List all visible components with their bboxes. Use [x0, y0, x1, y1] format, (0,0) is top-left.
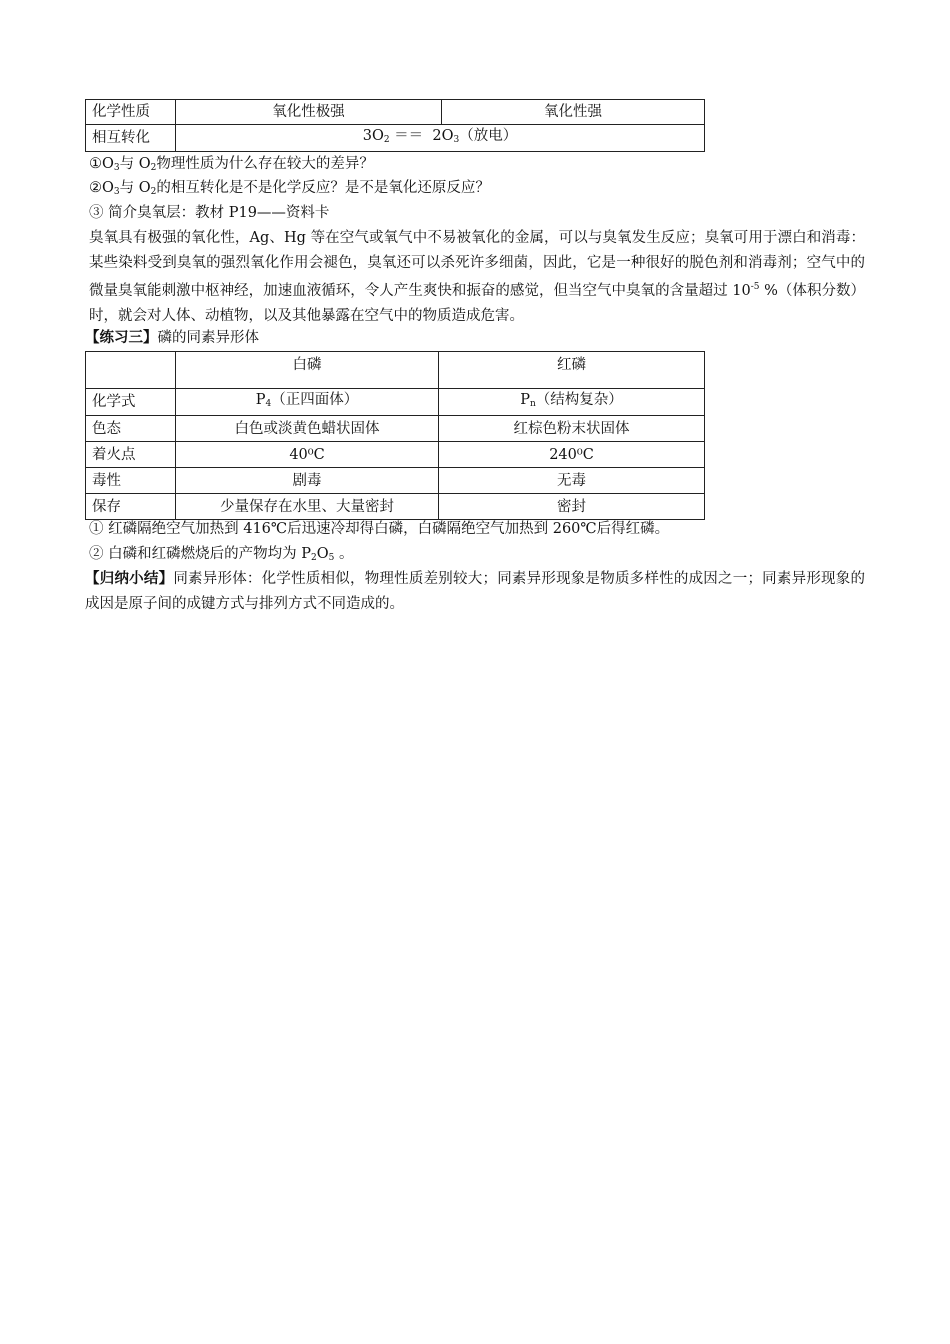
- table-row: [86, 468, 705, 494]
- row-label: 化学性质: [86, 100, 176, 125]
- row-label: 相互转化: [86, 125, 176, 152]
- note-2: ② 白磷和红磷燃烧后的产物均为 $P_2O_5$ 。: [89, 546, 354, 563]
- table-row: [86, 100, 705, 125]
- question-1: $①O_3$与 $O_2$物理性质为什么存在较大的差异？: [89, 156, 374, 173]
- table-cell: 红棕色粉末状固体: [439, 416, 705, 442]
- header-cell: [86, 352, 176, 389]
- row-label: 保存: [86, 494, 176, 520]
- header-cell: 红磷: [439, 352, 705, 389]
- conversion-equation: $3O_2 == 2O_3$（放电）: [176, 125, 705, 152]
- exercise-3-heading: 【练习三】磷的同素异形体: [85, 329, 259, 346]
- table-cell: 40⁰C: [176, 442, 439, 468]
- table-cell: 剧毒: [176, 468, 439, 494]
- table-header-row: [86, 352, 705, 389]
- table-cell: 氧化性强: [442, 100, 705, 125]
- table-row: [86, 416, 705, 442]
- table-cell: 少量保存在水里、大量密封: [176, 494, 439, 520]
- row-label: 着火点: [86, 442, 176, 468]
- phosphorus-table: [85, 351, 705, 520]
- header-cell: 白磷: [176, 352, 439, 389]
- table-cell: 密封: [439, 494, 705, 520]
- summary-paragraph: 【归纳小结】同素异形体：化学性质相似，物理性质差别较大；同素异形现象是物质多样性的成因之一；同素异形现象的成因是原子间的成键方式与排列方式不同造成的。: [85, 570, 865, 612]
- ozone-paragraph: 臭氧具有极强的氧化性，Ag、Hg 等在空气或氧气中不易被氧化的金属，可以与臭氧发生反应；臭氧可用于漂白和消毒：某些染料受到臭氧的强烈氧化作用会褪色，臭氧还可以杀死许多细菌，因此，它是一种很好的脱色剂和消毒剂；空气中的微量臭氧能刺激中枢神经，加速血液循环，令人产生爽快和振奋的感觉，但当空气中臭氧的含量超过 $10^{-5}$ %（体积分数）时，就会对人体、动植物，以及其他暴露在空气中的物质造成危害。: [89, 230, 865, 324]
- note-1: ① 红磷隔绝空气加热到 416℃后迅速冷却得白磷，白磷隔绝空气加热到 260℃后得红磷。: [89, 521, 670, 537]
- table-cell: 白色或淡黄色蜡状固体: [176, 416, 439, 442]
- question-3: ③ 简介臭氧层：教材 P19——资料卡: [89, 205, 330, 221]
- table-row: [86, 442, 705, 468]
- ozone-oxygen-table: [85, 99, 705, 152]
- table-cell: 氧化性极强: [176, 100, 442, 125]
- table-row: [86, 389, 705, 416]
- table-row: [86, 125, 705, 152]
- table-cell: 无毒: [439, 468, 705, 494]
- row-label: 化学式: [86, 389, 176, 416]
- table-cell: $P_4$（正四面体）: [176, 389, 439, 416]
- table-cell: 240⁰C: [439, 442, 705, 468]
- table-cell: $P_n$（结构复杂）: [439, 389, 705, 416]
- row-label: 毒性: [86, 468, 176, 494]
- table-row: [86, 494, 705, 520]
- row-label: 色态: [86, 416, 176, 442]
- question-2: $②O_3$与 $O_2$的相互转化是不是化学反应？是不是氧化还原反应？: [89, 180, 490, 197]
